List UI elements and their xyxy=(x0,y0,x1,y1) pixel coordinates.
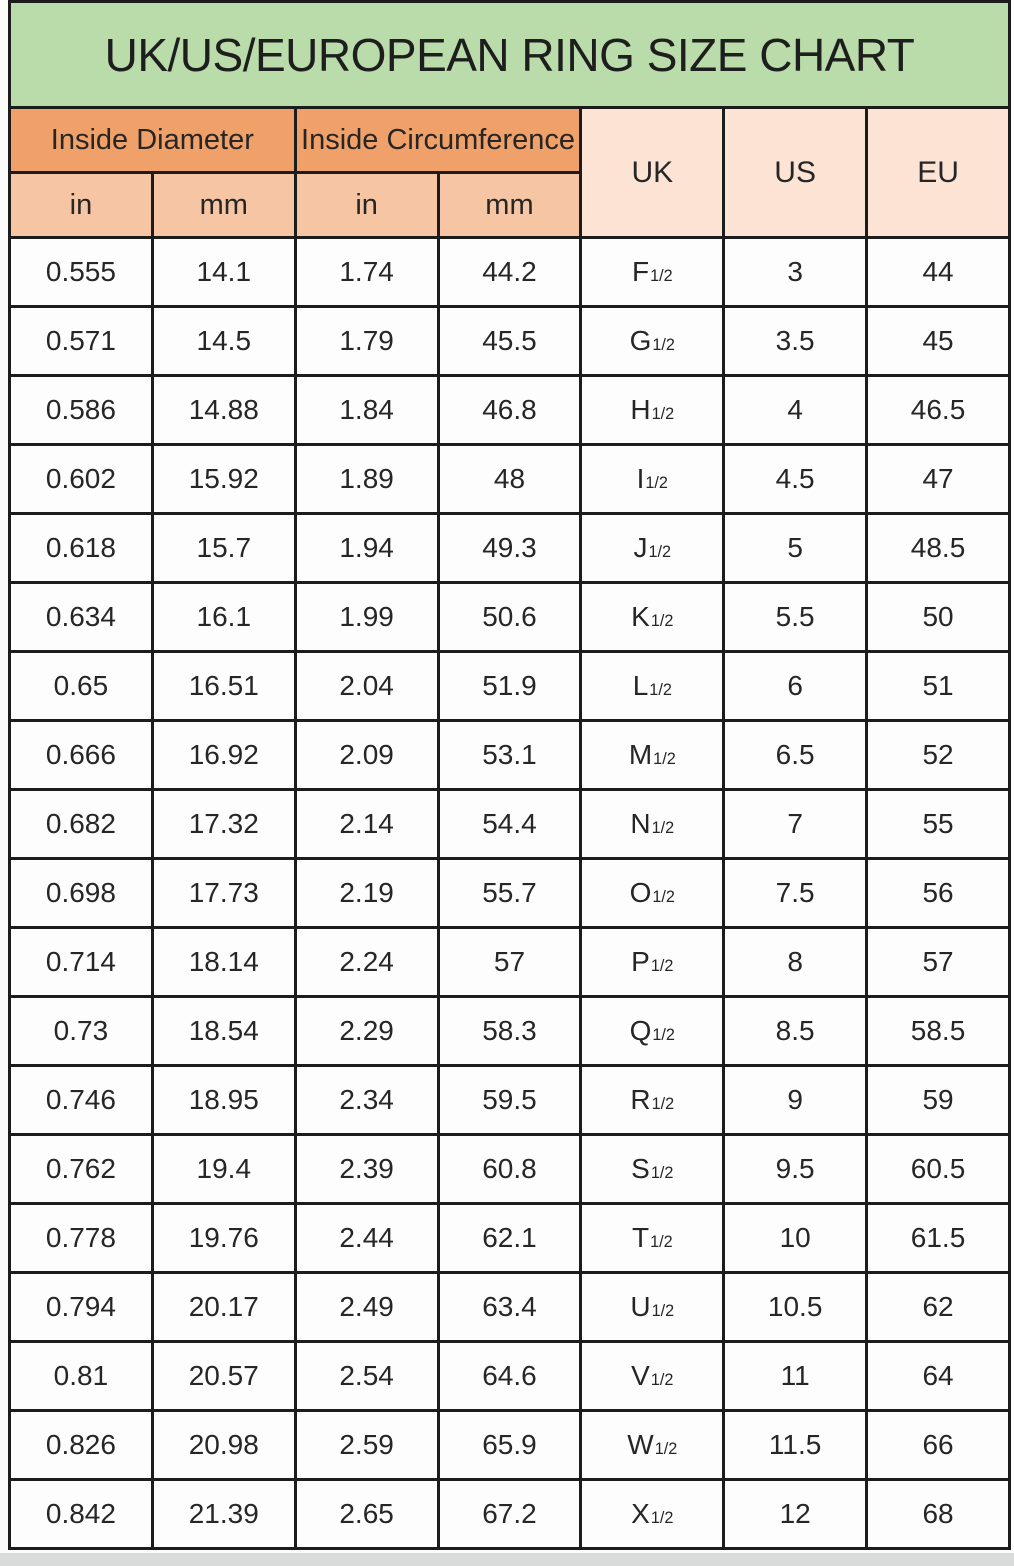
cell-eu-size: 62 xyxy=(867,1273,1010,1342)
cell-circumference-in: 2.39 xyxy=(295,1135,438,1204)
cell-uk-size xyxy=(581,307,724,376)
uk-size-letter: U xyxy=(630,1291,651,1322)
header-inside-circumference: Inside Circumference xyxy=(295,108,581,173)
cell-us-size: 6 xyxy=(724,652,867,721)
cell-diameter-in: 0.571 xyxy=(10,307,153,376)
uk-size-letter: N xyxy=(630,808,651,839)
cell-diameter-in: 0.778 xyxy=(10,1204,153,1273)
uk-size-fraction: 1/2 xyxy=(653,750,676,768)
cell-eu-size: 68 xyxy=(867,1480,1010,1549)
cell-us-size: 6.5 xyxy=(724,721,867,790)
cell-us-size: 7 xyxy=(724,790,867,859)
uk-size-fraction: 1/2 xyxy=(652,1026,675,1044)
cell-us-size: 11.5 xyxy=(724,1411,867,1480)
cell-diameter-mm: 15.92 xyxy=(152,445,295,514)
cell-circumference-mm: 48 xyxy=(438,445,581,514)
cell-us-size: 3 xyxy=(724,238,867,307)
table-row xyxy=(10,997,1010,1066)
cell-circumference-mm: 59.5 xyxy=(438,1066,581,1135)
uk-size-fraction: 1/2 xyxy=(650,957,674,975)
cell-circumference-mm: 44.2 xyxy=(438,238,581,307)
uk-size-letter: Q xyxy=(629,1015,652,1046)
table-row xyxy=(10,445,1010,514)
cell-circumference-mm: 53.1 xyxy=(438,721,581,790)
cell-uk-size xyxy=(581,1411,724,1480)
table-row xyxy=(10,307,1010,376)
cell-us-size: 4 xyxy=(724,376,867,445)
cell-us-size: 8 xyxy=(724,928,867,997)
table-row xyxy=(10,376,1010,445)
cell-eu-size: 52 xyxy=(867,721,1010,790)
cell-us-size: 11 xyxy=(724,1342,867,1411)
cell-circumference-in: 1.89 xyxy=(295,445,438,514)
cell-diameter-in: 0.762 xyxy=(10,1135,153,1204)
cell-diameter-mm: 17.32 xyxy=(152,790,295,859)
cell-diameter-in: 0.634 xyxy=(10,583,153,652)
cell-uk-size xyxy=(581,445,724,514)
cell-eu-size: 66 xyxy=(867,1411,1010,1480)
cell-circumference-mm: 67.2 xyxy=(438,1480,581,1549)
cell-us-size: 5.5 xyxy=(724,583,867,652)
cell-circumference-in: 2.34 xyxy=(295,1066,438,1135)
cell-diameter-mm: 19.76 xyxy=(152,1204,295,1273)
cell-uk-size xyxy=(581,928,724,997)
cell-diameter-mm: 14.5 xyxy=(152,307,295,376)
cell-circumference-in: 1.99 xyxy=(295,583,438,652)
uk-size-fraction: 1/2 xyxy=(652,336,675,354)
cell-diameter-in: 0.714 xyxy=(10,928,153,997)
cell-diameter-in: 0.618 xyxy=(10,514,153,583)
uk-size-fraction: 1/2 xyxy=(650,1164,674,1182)
cell-diameter-mm: 14.1 xyxy=(152,238,295,307)
header-eu: EU xyxy=(867,108,1010,238)
uk-size-letter: V xyxy=(631,1360,650,1391)
cell-eu-size: 58.5 xyxy=(867,997,1010,1066)
subheader-circumference-mm: mm xyxy=(438,173,581,238)
uk-size-fraction: 1/2 xyxy=(654,1440,678,1458)
table-row xyxy=(10,790,1010,859)
cell-us-size: 8.5 xyxy=(724,997,867,1066)
uk-size-letter: T xyxy=(631,1222,650,1253)
table-row xyxy=(10,721,1010,790)
cell-eu-size: 48.5 xyxy=(867,514,1010,583)
uk-size-letter: S xyxy=(631,1153,650,1184)
cell-us-size: 7.5 xyxy=(724,859,867,928)
cell-circumference-mm: 63.4 xyxy=(438,1273,581,1342)
header-us: US xyxy=(724,108,867,238)
uk-size-letter: G xyxy=(629,325,652,356)
cell-eu-size: 44 xyxy=(867,238,1010,307)
chart-title-banner xyxy=(8,0,1011,106)
cell-us-size: 10.5 xyxy=(724,1273,867,1342)
uk-size-fraction: 1/2 xyxy=(650,267,673,285)
cell-circumference-in: 2.04 xyxy=(295,652,438,721)
cell-uk-size xyxy=(581,1066,724,1135)
cell-diameter-mm: 19.4 xyxy=(152,1135,295,1204)
cell-eu-size: 47 xyxy=(867,445,1010,514)
cell-eu-size: 61.5 xyxy=(867,1204,1010,1273)
cell-circumference-mm: 46.8 xyxy=(438,376,581,445)
cell-diameter-mm: 14.88 xyxy=(152,376,295,445)
cell-diameter-mm: 20.57 xyxy=(152,1342,295,1411)
cell-diameter-in: 0.842 xyxy=(10,1480,153,1549)
cell-eu-size: 60.5 xyxy=(867,1135,1010,1204)
table-row xyxy=(10,1204,1010,1273)
uk-size-fraction: 1/2 xyxy=(651,405,675,423)
cell-diameter-in: 0.65 xyxy=(10,652,153,721)
uk-size-fraction: 1/2 xyxy=(649,681,672,699)
table-row xyxy=(10,1342,1010,1411)
uk-size-fraction: 1/2 xyxy=(652,888,675,906)
cell-diameter-mm: 16.51 xyxy=(152,652,295,721)
cell-circumference-in: 2.54 xyxy=(295,1342,438,1411)
cell-eu-size: 50 xyxy=(867,583,1010,652)
table-row xyxy=(10,1066,1010,1135)
cell-circumference-in: 1.94 xyxy=(295,514,438,583)
uk-size-letter: X xyxy=(631,1498,650,1529)
cell-uk-size xyxy=(581,790,724,859)
table-row xyxy=(10,1273,1010,1342)
cell-us-size: 10 xyxy=(724,1204,867,1273)
cell-circumference-in: 2.24 xyxy=(295,928,438,997)
header-uk: UK xyxy=(581,108,724,238)
cell-us-size: 9.5 xyxy=(724,1135,867,1204)
uk-size-letter: K xyxy=(631,601,650,632)
cell-diameter-mm: 16.92 xyxy=(152,721,295,790)
cell-uk-size xyxy=(581,1480,724,1549)
cell-diameter-in: 0.666 xyxy=(10,721,153,790)
cell-circumference-mm: 60.8 xyxy=(438,1135,581,1204)
cell-us-size: 3.5 xyxy=(724,307,867,376)
cell-us-size: 5 xyxy=(724,514,867,583)
table-row xyxy=(10,1480,1010,1549)
cell-diameter-in: 0.826 xyxy=(10,1411,153,1480)
cell-circumference-in: 2.19 xyxy=(295,859,438,928)
uk-size-letter: O xyxy=(629,877,652,908)
cell-diameter-in: 0.602 xyxy=(10,445,153,514)
uk-size-letter: H xyxy=(630,394,651,425)
cell-diameter-mm: 21.39 xyxy=(152,1480,295,1549)
cell-circumference-in: 1.79 xyxy=(295,307,438,376)
ring-size-table xyxy=(8,106,1011,1550)
cell-circumference-in: 2.65 xyxy=(295,1480,438,1549)
uk-size-fraction: 1/2 xyxy=(648,543,672,561)
table-row xyxy=(10,1411,1010,1480)
table-row xyxy=(10,583,1010,652)
cell-us-size: 4.5 xyxy=(724,445,867,514)
cell-circumference-mm: 57 xyxy=(438,928,581,997)
uk-size-fraction: 1/2 xyxy=(650,612,674,630)
ring-size-table-body xyxy=(10,238,1010,1549)
cell-diameter-in: 0.698 xyxy=(10,859,153,928)
cell-diameter-mm: 18.14 xyxy=(152,928,295,997)
uk-size-letter: J xyxy=(633,532,648,563)
uk-size-fraction: 1/2 xyxy=(650,1509,674,1527)
bottom-strip xyxy=(0,1553,1014,1566)
table-row xyxy=(10,238,1010,307)
uk-size-letter: M xyxy=(628,739,653,770)
uk-size-fraction: 1/2 xyxy=(645,474,668,492)
cell-diameter-in: 0.73 xyxy=(10,997,153,1066)
uk-size-letter: I xyxy=(636,463,645,494)
cell-circumference-in: 1.74 xyxy=(295,238,438,307)
uk-size-letter: F xyxy=(631,256,650,287)
cell-eu-size: 45 xyxy=(867,307,1010,376)
cell-uk-size xyxy=(581,1273,724,1342)
cell-circumference-in: 2.59 xyxy=(295,1411,438,1480)
cell-diameter-mm: 17.73 xyxy=(152,859,295,928)
cell-diameter-mm: 20.98 xyxy=(152,1411,295,1480)
cell-circumference-mm: 64.6 xyxy=(438,1342,581,1411)
cell-eu-size: 64 xyxy=(867,1342,1010,1411)
table-row xyxy=(10,859,1010,928)
cell-diameter-in: 0.794 xyxy=(10,1273,153,1342)
cell-circumference-mm: 58.3 xyxy=(438,997,581,1066)
cell-circumference-mm: 54.4 xyxy=(438,790,581,859)
cell-diameter-in: 0.586 xyxy=(10,376,153,445)
subheader-diameter-in: in xyxy=(10,173,153,238)
uk-size-letter: W xyxy=(627,1429,654,1460)
uk-size-letter: L xyxy=(632,670,649,701)
subheader-circumference-in: in xyxy=(295,173,438,238)
cell-uk-size xyxy=(581,721,724,790)
uk-size-letter: R xyxy=(630,1084,651,1115)
cell-diameter-in: 0.555 xyxy=(10,238,153,307)
cell-circumference-in: 2.29 xyxy=(295,997,438,1066)
cell-uk-size xyxy=(581,859,724,928)
uk-size-fraction: 1/2 xyxy=(650,1371,674,1389)
cell-uk-size xyxy=(581,376,724,445)
cell-circumference-mm: 49.3 xyxy=(438,514,581,583)
cell-diameter-mm: 18.54 xyxy=(152,997,295,1066)
cell-uk-size xyxy=(581,997,724,1066)
cell-diameter-mm: 18.95 xyxy=(152,1066,295,1135)
group-header-row xyxy=(10,108,1010,173)
cell-circumference-mm: 62.1 xyxy=(438,1204,581,1273)
cell-circumference-in: 2.14 xyxy=(295,790,438,859)
cell-eu-size: 59 xyxy=(867,1066,1010,1135)
uk-size-fraction: 1/2 xyxy=(651,819,675,837)
cell-diameter-in: 0.746 xyxy=(10,1066,153,1135)
cell-uk-size xyxy=(581,652,724,721)
cell-circumference-mm: 45.5 xyxy=(438,307,581,376)
table-row xyxy=(10,928,1010,997)
cell-circumference-mm: 51.9 xyxy=(438,652,581,721)
cell-circumference-mm: 55.7 xyxy=(438,859,581,928)
cell-uk-size xyxy=(581,514,724,583)
cell-uk-size xyxy=(581,1135,724,1204)
subheader-diameter-mm: mm xyxy=(152,173,295,238)
cell-circumference-in: 2.49 xyxy=(295,1273,438,1342)
cell-circumference-mm: 65.9 xyxy=(438,1411,581,1480)
cell-diameter-in: 0.81 xyxy=(10,1342,153,1411)
cell-us-size: 9 xyxy=(724,1066,867,1135)
uk-size-fraction: 1/2 xyxy=(651,1095,675,1113)
header-inside-diameter: Inside Diameter xyxy=(10,108,296,173)
cell-circumference-mm: 50.6 xyxy=(438,583,581,652)
cell-eu-size: 46.5 xyxy=(867,376,1010,445)
cell-diameter-mm: 20.17 xyxy=(152,1273,295,1342)
table-row xyxy=(10,652,1010,721)
ring-size-table-header xyxy=(10,108,1010,238)
uk-size-fraction: 1/2 xyxy=(650,1233,673,1251)
cell-us-size: 12 xyxy=(724,1480,867,1549)
cell-diameter-mm: 15.7 xyxy=(152,514,295,583)
table-row xyxy=(10,514,1010,583)
cell-diameter-mm: 16.1 xyxy=(152,583,295,652)
cell-uk-size xyxy=(581,1204,724,1273)
cell-uk-size xyxy=(581,583,724,652)
table-row xyxy=(10,1135,1010,1204)
cell-uk-size xyxy=(581,238,724,307)
cell-diameter-in: 0.682 xyxy=(10,790,153,859)
cell-eu-size: 55 xyxy=(867,790,1010,859)
uk-size-fraction: 1/2 xyxy=(651,1302,675,1320)
cell-uk-size xyxy=(581,1342,724,1411)
cell-eu-size: 57 xyxy=(867,928,1010,997)
page-title: UK/US/EUROPEAN RING SIZE CHART xyxy=(104,28,915,81)
cell-circumference-in: 2.44 xyxy=(295,1204,438,1273)
cell-circumference-in: 1.84 xyxy=(295,376,438,445)
cell-circumference-in: 2.09 xyxy=(295,721,438,790)
uk-size-letter: P xyxy=(631,946,650,977)
cell-eu-size: 56 xyxy=(867,859,1010,928)
cell-eu-size: 51 xyxy=(867,652,1010,721)
